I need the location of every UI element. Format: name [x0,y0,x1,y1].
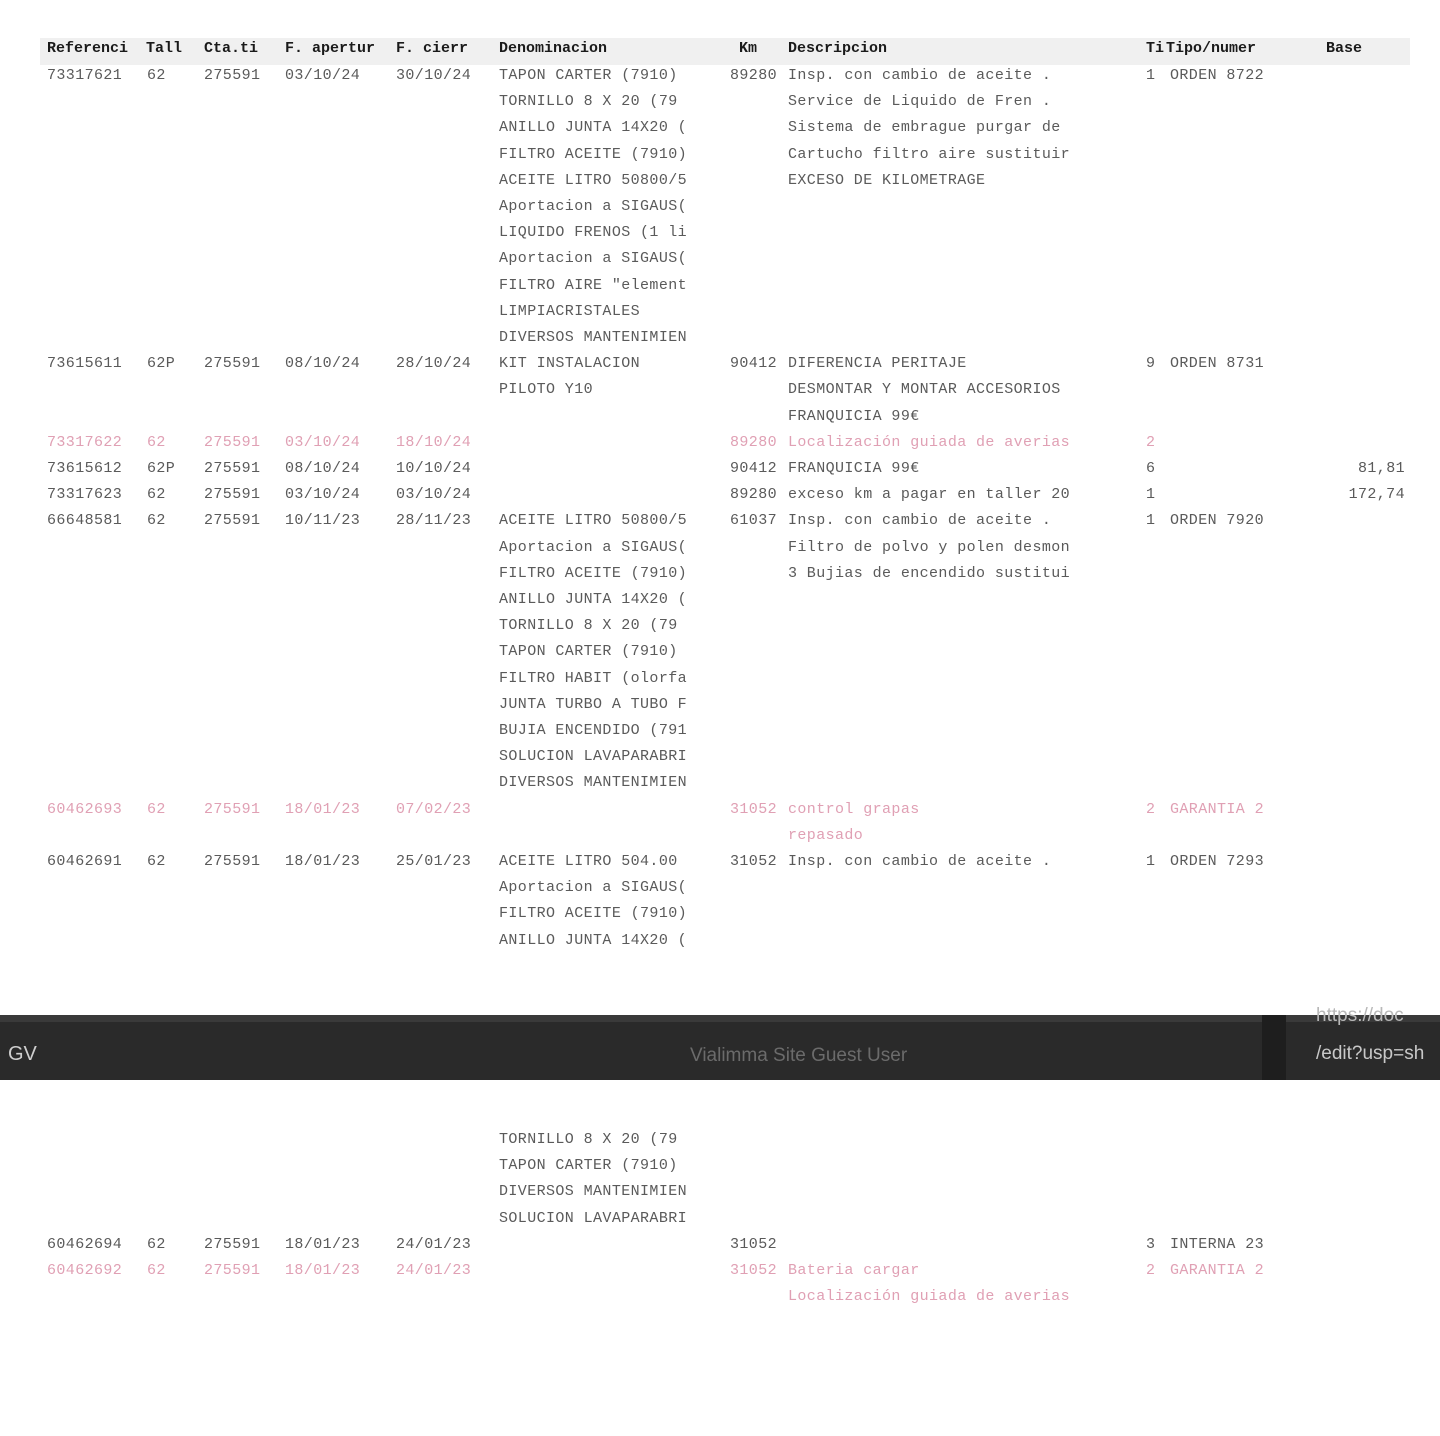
cell-den: SOLUCION LAVAPARABRI [499,1209,688,1227]
cell-ref: 73317623 [47,486,123,504]
cell-tall: 62 [147,853,166,870]
cell-tipo: ORDEN 7293 [1170,853,1265,870]
taskbar-url-line2[interactable]: /edit?usp=sh [1316,1043,1425,1064]
cell-fci: 28/10/24 [396,355,472,373]
cell-ref: 66648581 [47,512,123,530]
cell-ref: 60462692 [47,1262,123,1279]
cell-cta: 275591 [204,800,261,818]
column-header-ref[interactable]: Referenci [47,40,129,57]
taskbar-url-line1[interactable]: https://doc [1316,1005,1404,1026]
cell-desc: Service de Liquido de Fren . [788,93,1052,111]
cell-cta: 275591 [204,433,261,451]
cell-tipo: ORDEN 8722 [1170,67,1265,84]
cell-den: TAPON CARTER (7910) [499,67,678,84]
cell-tall: 62 [147,1262,166,1279]
cell-tall: 62 [147,800,166,818]
cell-tall: 62 [147,1235,166,1253]
cell-desc: Insp. con cambio de aceite . [788,853,1052,870]
cell-den: ANILLO JUNTA 14X20 ( [499,119,688,137]
column-header-cta[interactable]: Cta.ti [204,40,259,57]
cell-ref: 60462693 [47,800,123,818]
cell-desc: exceso km a pagar en taller 20 [788,486,1071,504]
cell-fap: 18/01/23 [285,853,361,870]
cell-den: PILOTO Y10 [499,381,594,399]
cell-ti: 1 [1146,67,1156,84]
cell-fap: 18/01/23 [285,1235,361,1253]
cell-den: DIVERSOS MANTENIMIEN [499,329,688,346]
cell-den: BUJIA ENCENDIDO (791 [499,722,688,739]
cell-den: ACEITE LITRO 50800/5 [499,171,688,189]
cell-tall: 62P [147,460,176,477]
cell-ref: 73317621 [47,67,123,84]
cell-cta: 275591 [204,1235,261,1253]
cell-ref: 60462694 [47,1235,123,1253]
cell-ti: 1 [1146,486,1156,504]
cell-den: Aportacion a SIGAUS( [499,250,688,268]
cell-km: 61037 [730,512,778,530]
cell-den: TAPON CARTER (7910) [499,643,678,661]
cell-fci: 10/10/24 [396,460,472,477]
cell-desc: FRANQUICIA 99€ [788,407,920,425]
cell-den: Aportacion a SIGAUS( [499,879,688,897]
cell-fci: 24/01/23 [396,1262,472,1279]
column-header-tipo[interactable]: Tipo/numer [1166,40,1257,57]
cell-tipo: ORDEN 8731 [1170,355,1265,373]
cell-den: DIVERSOS MANTENIMIEN [499,774,688,792]
cell-desc: Localización guiada de averias [788,1288,1071,1306]
cell-den: TAPON CARTER (7910) [499,1157,678,1175]
cell-tipo: INTERNA 23 [1170,1235,1265,1253]
cell-ref: 73317622 [47,433,123,451]
cell-den: TORNILLO 8 X 20 (79 [499,617,678,635]
column-header-den[interactable]: Denominacion [499,40,608,57]
cell-den: TORNILLO 8 X 20 (79 [499,1131,678,1148]
taskbar-divider [1262,1015,1286,1080]
cell-tall: 62 [147,512,166,530]
cell-fap: 10/11/23 [285,512,361,530]
cell-den: ACEITE LITRO 50800/5 [499,512,688,530]
cell-fap: 03/10/24 [285,433,361,451]
cell-ref: 73615612 [47,460,123,477]
cell-den: FILTRO ACEITE (7910) [499,145,688,163]
cell-den: SOLUCION LAVAPARABRI [499,748,688,766]
cell-ti: 2 [1146,1262,1156,1279]
cell-den: Aportacion a SIGAUS( [499,198,688,215]
cell-desc: Bateria cargar [788,1262,920,1279]
cell-cta: 275591 [204,355,261,373]
cell-den: ACEITE LITRO 504.00 [499,853,678,870]
cell-km: 90412 [730,460,778,477]
cell-cta: 275591 [204,67,261,84]
column-header-ti[interactable]: Ti [1146,40,1165,57]
cell-den: DIVERSOS MANTENIMIEN [499,1183,688,1201]
cell-den: FILTRO AIRE "element [499,276,688,294]
cell-km: 89280 [730,433,778,451]
cell-tall: 62 [147,433,166,451]
cell-desc: Localización guiada de averias [788,433,1071,451]
cell-km: 89280 [730,486,778,504]
cell-fap: 08/10/24 [285,355,361,373]
cell-den: ANILLO JUNTA 14X20 ( [499,591,688,608]
cell-den: FILTRO ACEITE (7910) [499,905,688,923]
cell-den: FILTRO ACEITE (7910) [499,564,688,582]
cell-den: LIQUIDO FRENOS (1 li [499,224,688,242]
cell-desc: EXCESO DE KILOMETRAGE [788,171,986,189]
cell-fci: 30/10/24 [396,67,472,84]
cell-den: JUNTA TURBO A TUBO F [499,695,688,713]
cell-desc: 3 Bujias de encendido sustitui [788,564,1071,582]
cell-den: ANILLO JUNTA 14X20 ( [499,931,688,949]
cell-fci: 24/01/23 [396,1235,472,1253]
cell-ref: 60462691 [47,853,123,870]
cell-den: LIMPIACRISTALES [499,302,641,320]
cell-km: 89280 [730,67,778,84]
column-header-desc[interactable]: Descripcion [788,40,888,57]
cell-desc: control grapas [788,800,920,818]
cell-desc: DESMONTAR Y MONTAR ACCESORIOS [788,381,1061,399]
cell-fci: 03/10/24 [396,486,472,504]
column-header-base[interactable]: Base [1326,40,1363,57]
cell-km: 31052 [730,800,778,818]
cell-desc: Cartucho filtro aire sustituir [788,145,1071,163]
cell-desc: repasado [788,826,864,844]
cell-km: 31052 [730,1235,778,1253]
cell-base: 172,74 [1348,486,1405,504]
cell-den: TORNILLO 8 X 20 (79 [499,93,678,111]
cell-base: 81,81 [1357,460,1405,477]
cell-fap: 03/10/24 [285,67,361,84]
cell-tipo: GARANTIA 2 [1170,1262,1265,1279]
cell-ti: 2 [1146,800,1156,818]
cell-fap: 18/01/23 [285,1262,361,1279]
cell-desc: Insp. con cambio de aceite . [788,67,1052,84]
cell-tall: 62P [147,355,176,373]
cell-ti: 3 [1146,1235,1156,1253]
cell-tipo: GARANTIA 2 [1170,800,1265,818]
cell-fap: 18/01/23 [285,800,361,818]
taskbar-top-strip [0,1015,1440,1022]
column-header-km[interactable]: Km [739,40,758,57]
cell-desc: FRANQUICIA 99€ [788,460,920,477]
cell-ti: 1 [1146,512,1156,530]
cell-cta: 275591 [204,1262,261,1279]
column-header-tall[interactable]: Tall [146,40,183,57]
cell-cta: 275591 [204,512,261,530]
column-header-fci[interactable]: F. cierr [396,40,469,57]
taskbar-user-label[interactable]: Vialimma Site Guest User [690,1045,908,1066]
cell-desc: Insp. con cambio de aceite . [788,512,1052,530]
cell-km: 90412 [730,355,778,373]
cell-fap: 08/10/24 [285,460,361,477]
cell-den: FILTRO HABIT (olorfa [499,669,688,687]
cell-km: 31052 [730,1262,778,1279]
cell-fci: 18/10/24 [396,433,472,451]
cell-tall: 62 [147,486,166,504]
cell-ti: 9 [1146,355,1156,373]
taskbar-left-label: GV [8,1043,37,1065]
column-header-fap[interactable]: F. apertur [285,40,376,57]
cell-cta: 275591 [204,853,261,870]
cell-fci: 28/11/23 [396,512,472,530]
taskbar [0,1005,1440,1080]
cell-desc: DIFERENCIA PERITAJE [788,355,967,373]
cell-ti: 1 [1146,853,1156,870]
cell-den: Aportacion a SIGAUS( [499,538,688,556]
cell-desc: Filtro de polvo y polen desmon [788,538,1071,556]
cell-ref: 73615611 [47,355,123,373]
cell-tall: 62 [147,67,166,84]
cell-ti: 6 [1146,460,1156,477]
cell-km: 31052 [730,853,778,870]
cell-cta: 275591 [204,460,261,477]
cell-fap: 03/10/24 [285,486,361,504]
cell-fci: 07/02/23 [396,800,472,818]
cell-desc: Sistema de embrague purgar de [788,119,1061,137]
cell-fci: 25/01/23 [396,853,472,870]
cell-tipo: ORDEN 7920 [1170,512,1265,530]
cell-cta: 275591 [204,486,261,504]
cell-den: KIT INSTALACION [499,355,641,373]
cell-ti: 2 [1146,433,1156,451]
